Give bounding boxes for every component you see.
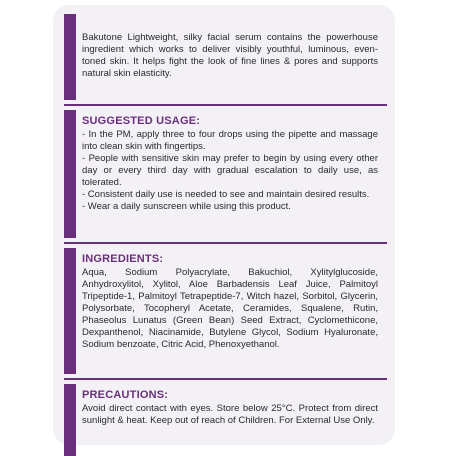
ingredients-section <box>61 248 387 374</box>
section-divider <box>64 378 387 380</box>
precautions-text: Avoid direct contact with eyes. Store below 25°C. Protect from direct sunlight & heat. Keep out of reach of Children. For External Use Only. <box>82 403 378 426</box>
accent-bar <box>64 384 76 456</box>
section-divider <box>64 242 387 244</box>
precautions-heading: PRECAUTIONS: <box>82 389 169 401</box>
usage-item: - In the PM, apply three to four drops using the pipette and massage into clean skin with fingertips. <box>82 129 378 152</box>
accent-bar <box>64 248 76 374</box>
intro-text: Bakutone Lightweight, silky facial serum contains the powerhouse ingredient which works to deliver visibly youthful, luminous, even-toned skin. It helps fight the look of fine lines & pores and supports natural skin elasticity. <box>82 32 378 79</box>
usage-heading: SUGGESTED USAGE: <box>82 115 201 127</box>
usage-list <box>82 129 378 213</box>
usage-item: - People with sensitive skin may prefer to begin by using every other day or every third day with gradual escalation to daily use, as tolerated. <box>82 153 378 188</box>
section-divider <box>64 104 387 106</box>
accent-bar <box>64 110 76 238</box>
usage-item: - Wear a daily sunscreen while using this product. <box>82 201 291 212</box>
ingredients-text: Aqua, Sodium Polyacrylate, Bakuchiol, Xylitylglucoside, Anhydroxylitol, Xylitol, Aloe Barbadensis Leaf Juice, Palmitoyl Tripeptide-1, Palmitoyl Tetrapeptide-7, Witch hazel, Sorbitol, Glycerin, Polysorbate, Tocopheryl Acetate, Ceramides, Squalene, Rutin, Phaseolus Lunatus (Green Bean) Seed Extract, Cyclomethicone, Dexpanthenol, Niacinamide, Butylene Glycol, Sodium Hyaluronate, Sodium benzoate, Citric Acid, Phenoxyethanol. <box>82 267 378 350</box>
precautions-section <box>61 384 387 456</box>
ingredients-heading: INGREDIENTS: <box>82 253 164 265</box>
intro-section <box>61 14 387 100</box>
usage-item: - Consistent daily use is needed to see and maintain desired results. <box>82 189 370 200</box>
usage-section <box>61 110 387 238</box>
accent-bar <box>64 14 76 100</box>
label-card <box>53 5 395 445</box>
